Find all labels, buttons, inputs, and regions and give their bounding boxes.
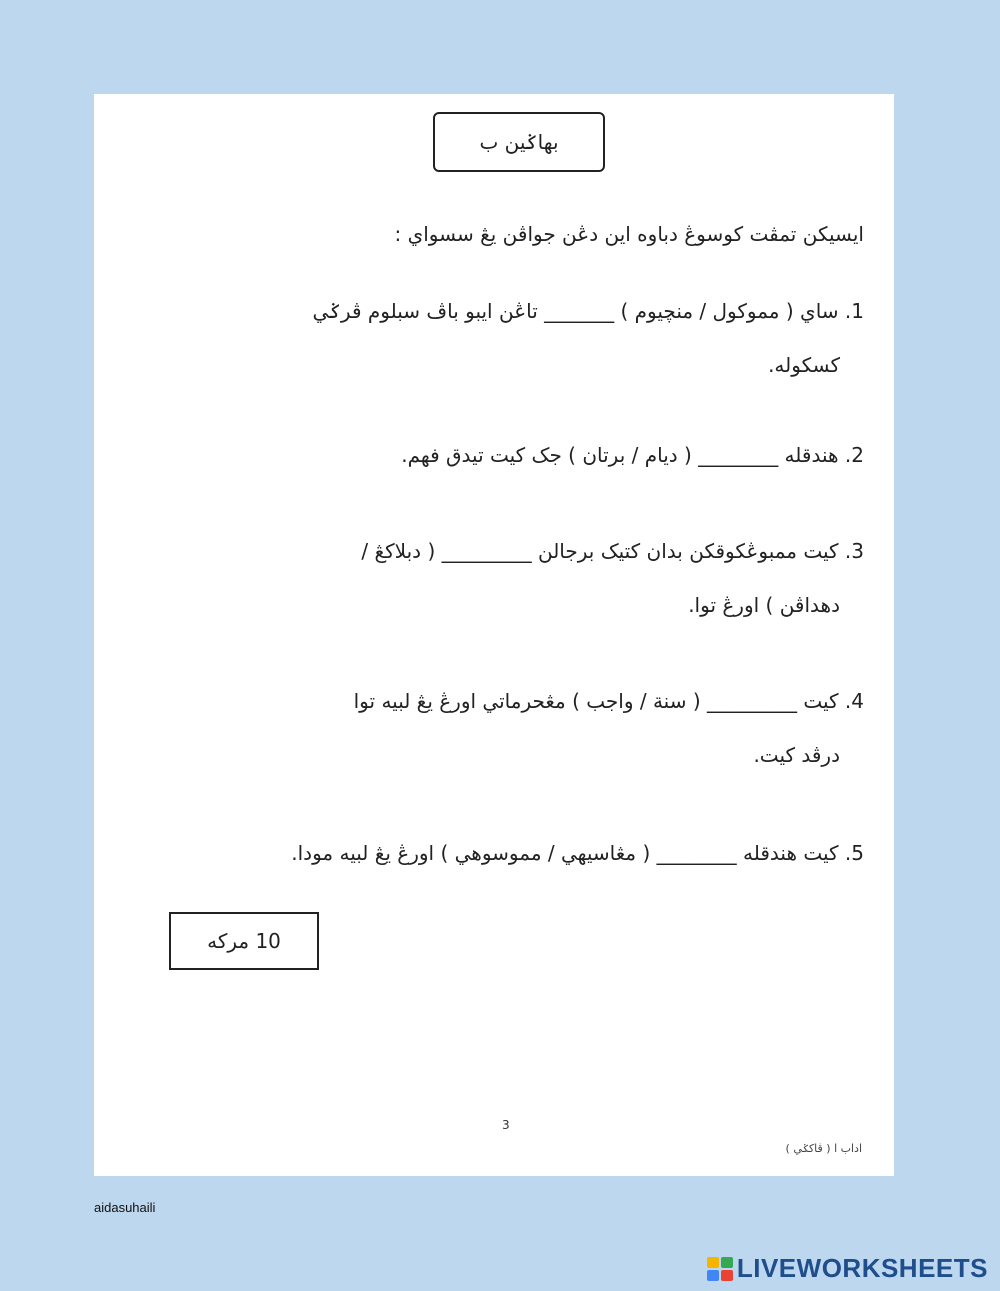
marks-box: 10 مرکه: [169, 912, 319, 970]
question-1: [194, 284, 864, 392]
author-name: aidasuhaili: [94, 1200, 156, 1215]
question-4: [194, 674, 864, 782]
question-3-line1: 3. کيت ممبوڠکوقکن بدان کتيک برجالن _________ ( دبلاکڠ /: [361, 539, 864, 563]
section-title: بهاݢين ب: [433, 112, 605, 172]
brand-square-2: [721, 1257, 733, 1268]
liveworksheets-logo[interactable]: [707, 1253, 988, 1284]
page-number: 3: [502, 1118, 510, 1132]
footer-note: اداب ا ( ڤاکݢي ): [785, 1142, 862, 1155]
worksheet-page: [94, 94, 894, 1176]
instruction-text: ايسيکن تمڤت کوسوڠ دباوه اين دڠن جواڤن يڠ سسواي :: [394, 222, 864, 246]
question-4-line2: درڤد کيت.: [753, 743, 840, 767]
question-1-line2: کسکوله.: [768, 353, 840, 377]
brand-text: LIVEWORKSHEETS: [736, 1253, 988, 1283]
question-4-line1: 4. کيت _________ ( سنة / واجب ) مڠحرماتي اورڠ يڠ لبيه توا: [353, 689, 864, 713]
question-2-line1: 2. هندقله ________ ( ديام / برتان ) جک کيت تيدق فهم.: [401, 443, 864, 467]
question-1-line1: 1. ساي ( مموکول / منچيوم ) _______ تاڠن ايبو باڤ سبلوم ڤرݢي: [312, 299, 864, 323]
brand-square-1: [707, 1257, 719, 1268]
question-2: [194, 428, 864, 482]
brand-square-4: [721, 1270, 733, 1281]
question-3: [194, 524, 864, 632]
brand-grid-icon: [707, 1257, 733, 1281]
question-3-line2: دهداڤن ) اورڠ توا.: [688, 593, 840, 617]
question-5: [194, 826, 864, 880]
brand-square-3: [707, 1270, 719, 1281]
question-5-line1: 5. کيت هندقله ________ ( مڠاسيهي / مموسوهي ) اورڠ يڠ لبيه مودا.: [291, 841, 864, 865]
